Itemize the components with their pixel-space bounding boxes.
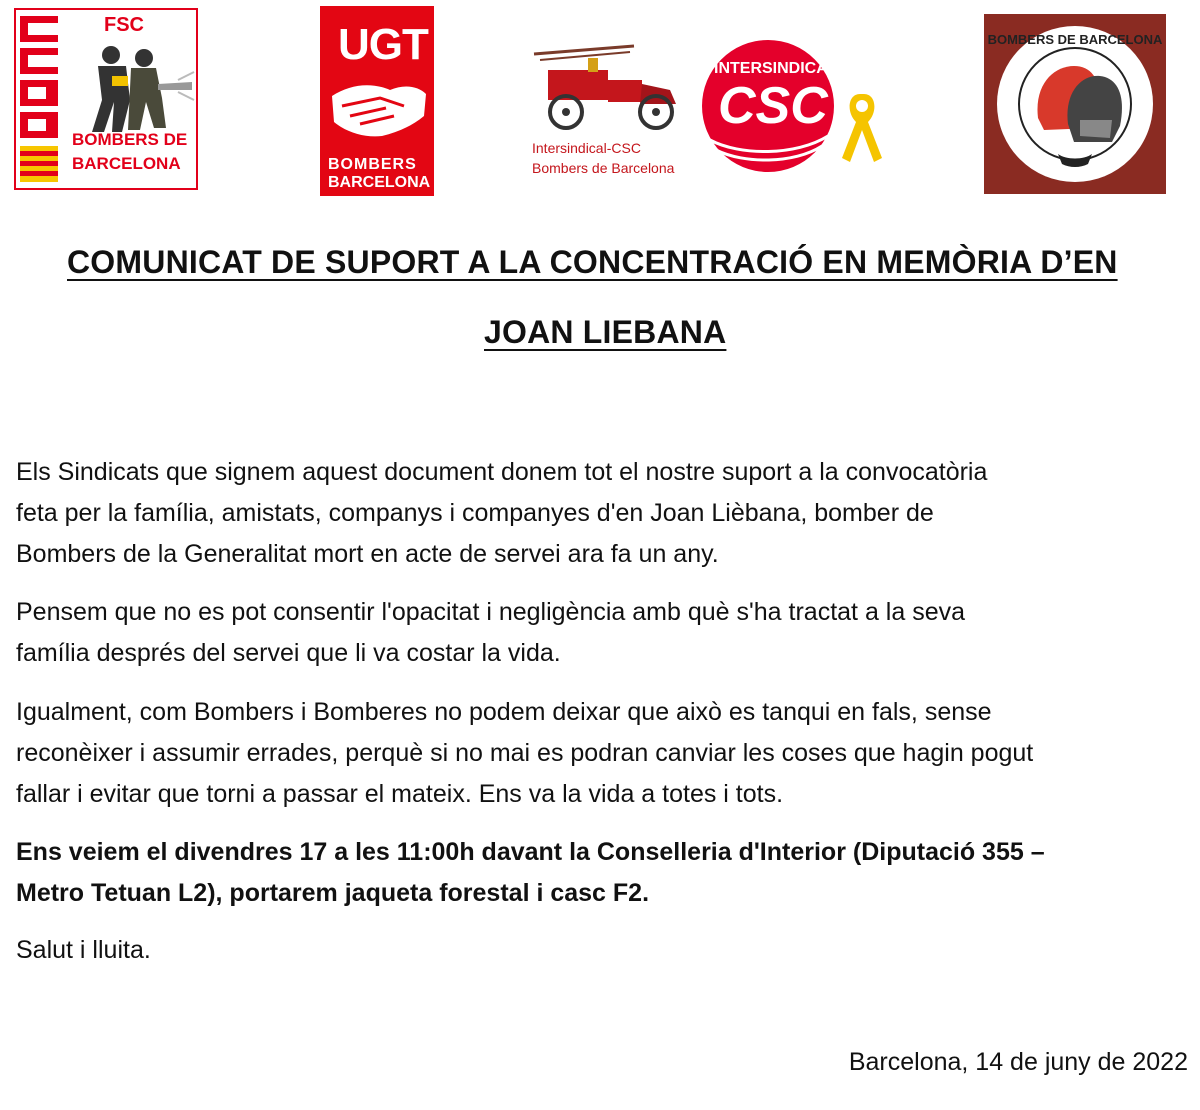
paragraph-errors [16,692,1186,815]
ugt-line1: BOMBERS [328,156,417,173]
paragraph-line: feta per la família, amistats, companys i companyes d'en Joan Lièbana, bomber de [16,499,934,527]
ugt-wordmark: UGT [338,20,428,69]
ugt-line2: BARCELONA [328,174,431,191]
paragraph-line: família després del servei que li va costar la vida. [16,639,561,667]
document-title-line2: JOAN LIEBANA [484,314,727,350]
isc-line2: Bombers de Barcelona [532,160,675,176]
paragraph-closing [16,930,1186,971]
paragraph-line: reconèixer i assumir errades, perquè si no mai es podran canviar les coses que hagin pogut [16,739,1034,767]
ugt-bombers-logo [320,6,434,196]
csc-line2: CSC [718,77,828,135]
paragraph-opacity [16,592,1186,674]
paragraph-support [16,452,1186,575]
place-date: Barcelona, 14 de juny de 2022 [848,1048,1188,1076]
paragraph-line: fallar i evitar que torni a passar el mateix. Ens va la vida a totes i tots. [16,780,784,808]
cgt-helmet-icon [984,14,1166,194]
fire-truck-icon [530,40,698,140]
paragraph-line: Metro Tetuan L2), portarem jaqueta forestal i casc F2. [16,879,650,907]
document-title-line1: COMUNICAT DE SUPORT A LA CONCENTRACIÓ EN MEMÒRIA D’EN [67,244,1118,280]
isc-line1: Intersindical-CSC [532,140,641,156]
paragraph-line: Salut i lluita. [16,936,151,964]
paragraph-line: Els Sindicats que signem aquest document donem tot el nostre suport a la convocatòria [16,458,988,486]
intersindical-truck-logo [530,40,698,180]
paragraph-line: Pensem que no es pot consentir l'opacitat i negligència amb què s'ha tractat a la seva [16,598,966,626]
csc-line1: INTERSINDICAL [714,60,838,77]
cgt-bombers-logo [984,14,1166,194]
paragraph-line: Bombers de la Generalitat mort en acte de servei ara fa un any. [16,540,719,568]
intersindical-csc-logo [700,40,888,180]
ccoo-line2: BARCELONA [72,154,181,173]
ccoo-fsc-label: FSC [104,14,144,36]
paragraph-line: Igualment, com Bombers i Bomberes no podem deixar que això es tanqui en fals, sense [16,698,992,726]
paragraph-meeting [16,832,1186,914]
ccoo-line1: BOMBERS DE [72,130,188,149]
svg-text:BOMBERS DE BARCELONA: BOMBERS DE BARCELONA [987,32,1163,47]
ccoo-bombers-logo [14,8,198,190]
paragraph-line: Ens veiem el divendres 17 a les 11:00h davant la Conselleria d'Interior (Diputació 355 – [16,838,1045,866]
